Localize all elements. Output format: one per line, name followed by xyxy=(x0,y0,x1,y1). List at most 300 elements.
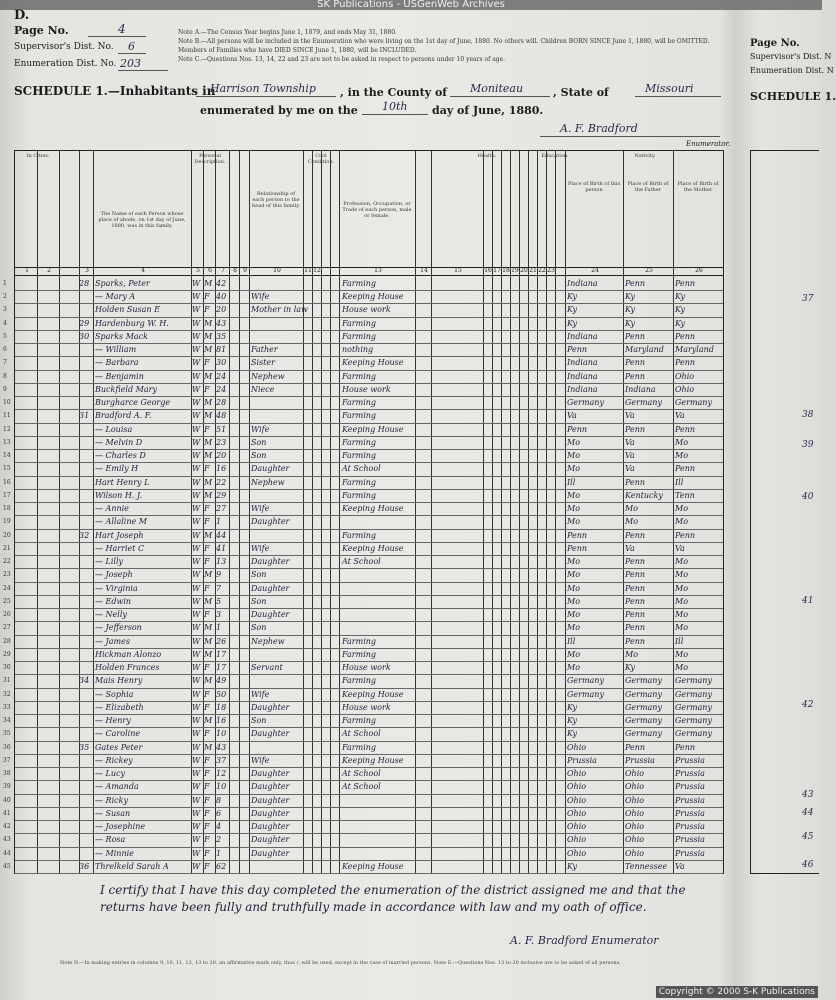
dwelling-number xyxy=(79,809,93,820)
mother-birthplace-cell: Penn xyxy=(675,331,696,341)
dwelling-number xyxy=(79,637,93,648)
dwelling-number xyxy=(79,716,93,727)
occupation-cell: At School xyxy=(342,729,381,739)
mother-birthplace-cell: Mo xyxy=(675,570,689,580)
column-number: 16 xyxy=(484,267,492,274)
mother-birthplace-cell: Ill xyxy=(675,477,684,487)
column-number: 17 xyxy=(493,267,501,274)
mother-birthplace-cell: Germany xyxy=(675,729,712,739)
father-birthplace-cell: Penn xyxy=(625,358,646,368)
header-in-cities: In Cities. xyxy=(26,153,50,159)
relationship-cell: Servant xyxy=(251,663,283,673)
relationship-cell: Wife xyxy=(251,424,270,434)
color-cell: W xyxy=(192,477,201,487)
sex-cell: M xyxy=(204,331,213,341)
relationship-cell: Son xyxy=(251,570,267,580)
sex-cell: F xyxy=(204,424,210,434)
sex-cell: F xyxy=(204,610,210,620)
birthplace-cell: Mo xyxy=(567,464,581,474)
rp-margin-number: 39 xyxy=(802,440,814,450)
dwelling-number xyxy=(79,703,93,714)
color-cell: W xyxy=(192,451,201,461)
birthplace-cell: Ky xyxy=(567,702,577,712)
mother-birthplace-cell: Germany xyxy=(675,716,712,726)
father-birthplace-cell: Germany xyxy=(625,689,662,699)
mother-birthplace-cell: Mo xyxy=(675,437,689,447)
relationship-cell: Wife xyxy=(251,504,270,514)
birthplace-cell: Mo xyxy=(567,649,581,659)
row-rule xyxy=(15,780,723,781)
father-birthplace-cell: Penn xyxy=(625,636,646,646)
copyright-notice: Copyright © 2000 S-K Publications xyxy=(656,986,818,998)
column-number: 20 xyxy=(520,267,528,274)
column-number: 19 xyxy=(511,267,519,274)
dwelling-number: 36 xyxy=(79,861,90,871)
rp-supervisor-label: Supervisor's Dist. N xyxy=(750,52,832,61)
person-name: Threlkeld Sarah A xyxy=(95,861,169,871)
age-cell: 9 xyxy=(216,570,222,580)
dwelling-number xyxy=(79,385,93,396)
column-number: 2 xyxy=(47,267,51,274)
mother-birthplace-cell: Mo xyxy=(675,596,689,606)
color-cell: W xyxy=(192,305,201,315)
relationship-cell: Father xyxy=(251,345,278,355)
occupation-cell xyxy=(342,610,414,621)
occupation-cell xyxy=(342,517,414,528)
occupation-cell xyxy=(342,849,414,860)
mother-birthplace-cell: Penn xyxy=(675,464,696,474)
color-cell: W xyxy=(192,636,201,646)
dwelling-number: 34 xyxy=(79,676,90,686)
row-rule xyxy=(15,794,723,795)
person-name: Holden Frances xyxy=(95,663,160,673)
person-name: — Joseph xyxy=(95,570,133,580)
row-number: 33 xyxy=(3,703,11,711)
row-number: 27 xyxy=(3,624,11,632)
occupation-cell: Farming xyxy=(342,411,377,421)
father-birthplace-cell: Ohio xyxy=(625,822,645,832)
father-birthplace-cell: Ohio xyxy=(625,769,645,779)
rp-margin-number: 44 xyxy=(802,808,814,818)
person-name: Wilson H. J. xyxy=(95,490,143,500)
age-cell: 44 xyxy=(216,530,227,540)
sex-cell: F xyxy=(204,702,210,712)
row-number: 41 xyxy=(3,809,11,817)
father-birthplace-cell: Mo xyxy=(625,517,639,527)
sex-cell: F xyxy=(204,782,210,792)
person-name: Buckfield Mary xyxy=(95,384,157,394)
birthplace-cell: Penn xyxy=(567,543,588,553)
mother-birthplace-cell: Va xyxy=(675,543,685,553)
birthplace-cell: Penn xyxy=(567,530,588,540)
color-cell: W xyxy=(192,371,201,381)
relationship-cell: Wife xyxy=(251,689,270,699)
dwelling-number xyxy=(79,372,93,383)
birthplace-cell: Ohio xyxy=(567,782,587,792)
sex-cell: M xyxy=(204,318,213,328)
row-number: 14 xyxy=(3,452,11,460)
row-number: 44 xyxy=(3,849,11,857)
age-cell: 1 xyxy=(216,623,222,633)
sex-cell: F xyxy=(204,557,210,567)
color-cell: W xyxy=(192,398,201,408)
father-birthplace-cell: Ohio xyxy=(625,782,645,792)
father-birthplace-cell: Ohio xyxy=(625,848,645,858)
column-number: 24 xyxy=(591,267,599,274)
state-label: , State of xyxy=(553,86,609,99)
father-birthplace-cell: Penn xyxy=(625,583,646,593)
row-number: 15 xyxy=(3,465,11,473)
occupation-cell: Keeping House xyxy=(342,689,404,699)
father-birthplace-cell: Penn xyxy=(625,596,646,606)
person-name: — Allaline M xyxy=(95,517,147,527)
person-name: — Benjamin xyxy=(95,371,144,381)
row-number: 2 xyxy=(3,293,7,301)
mother-birthplace-cell: Mo xyxy=(675,583,689,593)
age-cell: 4 xyxy=(216,822,222,832)
person-name: — Josephine xyxy=(95,822,146,832)
person-name: — Barbara xyxy=(95,358,139,368)
mother-birthplace-cell: Prussia xyxy=(675,755,705,765)
relationship-cell: Son xyxy=(251,596,267,606)
row-rule xyxy=(15,727,723,728)
row-rule xyxy=(15,396,723,397)
supervisor-value: 6 xyxy=(128,40,135,53)
father-birthplace-cell: Prussia xyxy=(625,755,655,765)
row-number: 5 xyxy=(3,332,7,340)
birthplace-cell: Mo xyxy=(567,517,581,527)
sex-cell: F xyxy=(204,464,210,474)
birthplace-cell: Mo xyxy=(567,596,581,606)
color-cell: W xyxy=(192,318,201,328)
dwelling-number: 32 xyxy=(79,530,90,540)
dwelling-number xyxy=(79,663,93,674)
day-value: 10th xyxy=(382,100,408,113)
relationship-cell xyxy=(251,650,303,661)
birthplace-cell: Indiana xyxy=(567,279,598,288)
row-number: 12 xyxy=(3,425,11,433)
person-name: — Ricky xyxy=(95,795,128,805)
dwelling-number xyxy=(79,517,93,528)
mother-birthplace-cell: Maryland xyxy=(675,345,714,355)
row-number: 22 xyxy=(3,558,11,566)
occupation-cell: House work xyxy=(342,702,391,712)
enumerated-label: enumerated by me on the xyxy=(200,104,358,117)
column-number: 12 xyxy=(313,267,321,274)
mother-birthplace-cell: Mo xyxy=(675,557,689,567)
certification-text: I certify that I have this day completed the enumeration of the district assigned me and that the returns have been fully and truthfully made in accordance with law and my oath of office. xyxy=(100,883,686,914)
mother-birthplace-cell: Mo xyxy=(675,623,689,633)
rp-page-label: Page No. xyxy=(750,38,800,49)
occupation-cell: At School xyxy=(342,557,381,567)
dwelling-number xyxy=(79,292,93,303)
person-name: — Harriet C xyxy=(95,543,145,553)
person-name: — Sophia xyxy=(95,689,134,699)
dwelling-number xyxy=(79,623,93,634)
age-cell: 35 xyxy=(216,331,227,341)
dwelling-number xyxy=(79,584,93,595)
color-cell: W xyxy=(192,358,201,368)
dwelling-number xyxy=(79,398,93,409)
dwelling-number xyxy=(79,451,93,462)
color-cell: W xyxy=(192,464,201,474)
county-label: , in the County of xyxy=(340,86,448,99)
relationship-cell: Daughter xyxy=(251,795,290,805)
relationship-cell: Daughter xyxy=(251,769,290,779)
relationship-cell: Son xyxy=(251,437,267,447)
row-rule xyxy=(15,754,723,755)
row-rule xyxy=(15,555,723,556)
father-birthplace-cell: Germany xyxy=(625,676,662,686)
column-number: 18 xyxy=(502,267,510,274)
relationship-cell: Wife xyxy=(251,543,270,553)
relationship-cell: Nephew xyxy=(251,477,285,487)
sex-cell: M xyxy=(204,530,213,540)
relationship-cell: Nephew xyxy=(251,371,285,381)
occupation-cell: Farming xyxy=(342,636,377,646)
sex-cell: F xyxy=(204,583,210,593)
row-rule xyxy=(15,542,723,543)
color-cell: W xyxy=(192,530,201,540)
age-cell: 42 xyxy=(216,279,227,288)
mother-birthplace-cell: Mo xyxy=(675,663,689,673)
rp-margin-number: 45 xyxy=(802,832,814,842)
sex-cell: M xyxy=(204,345,213,355)
mother-birthplace-cell: Mo xyxy=(675,649,689,659)
age-cell: 51 xyxy=(216,424,227,434)
occupation-cell: Farming xyxy=(342,716,377,726)
dwelling-number xyxy=(79,358,93,369)
row-rule xyxy=(15,330,723,331)
birthplace-cell: Mo xyxy=(567,490,581,500)
occupation-cell: nothing xyxy=(342,345,374,355)
relationship-cell: Daughter xyxy=(251,557,290,567)
person-name: Hart Joseph xyxy=(95,530,144,540)
rp-margin-number: 37 xyxy=(802,294,814,304)
father-birthplace-cell: Indiana xyxy=(625,384,656,394)
age-cell: 24 xyxy=(216,384,227,394)
occupation-cell: Keeping House xyxy=(342,424,404,434)
note-a: Note A.—The Census Year begins June 1, 1879, and ends May 31, 1880. xyxy=(178,29,397,36)
sex-cell: M xyxy=(204,676,213,686)
father-birthplace-cell: Va xyxy=(625,437,635,447)
occupation-cell: Farming xyxy=(342,676,377,686)
father-birthplace-cell: Penn xyxy=(625,610,646,620)
relationship-cell: Daughter xyxy=(251,729,290,739)
row-number: 19 xyxy=(3,518,11,526)
mother-birthplace-cell: Ky xyxy=(675,305,685,315)
occupation-cell: Farming xyxy=(342,437,377,447)
rp-enumeration-label: Enumeration Dist. N xyxy=(750,66,834,75)
row-number: 26 xyxy=(3,611,11,619)
person-name: — Rickey xyxy=(95,755,133,765)
relationship-cell xyxy=(251,862,303,873)
row-rule xyxy=(15,635,723,636)
row-rule xyxy=(15,290,723,291)
father-birthplace-cell: Ohio xyxy=(625,795,645,805)
row-rule xyxy=(15,860,723,861)
row-number: 35 xyxy=(3,730,11,738)
row-number: 32 xyxy=(3,690,11,698)
relationship-cell xyxy=(251,491,303,502)
row-number: 40 xyxy=(3,796,11,804)
header-name: The Name of each Person whose place of abode, on 1st day of June, 1880, was in this family. xyxy=(98,211,186,229)
dwelling-number: 31 xyxy=(79,411,90,421)
person-name: Mais Henry xyxy=(95,676,143,686)
row-rule xyxy=(15,436,723,437)
relationship-cell: Sister xyxy=(251,358,275,368)
county-value: Moniteau xyxy=(470,82,524,95)
row-number: 21 xyxy=(3,544,11,552)
dwelling-number xyxy=(79,849,93,860)
header-place-mother: Place of Birth of the Mother xyxy=(677,181,719,193)
row-number: 11 xyxy=(3,412,11,420)
row-number: 13 xyxy=(3,438,11,446)
enumeration-label: Enumeration Dist. No. xyxy=(14,59,117,69)
relationship-cell xyxy=(251,743,303,754)
column-number: 15 xyxy=(454,267,462,274)
father-birthplace-cell: Kentucky xyxy=(625,490,663,500)
occupation-cell xyxy=(342,796,414,807)
sex-cell: M xyxy=(204,570,213,580)
column-number: 11 xyxy=(304,267,312,274)
father-birthplace-cell: Penn xyxy=(625,623,646,633)
row-number: 36 xyxy=(3,743,11,751)
age-cell: 48 xyxy=(216,411,227,421)
age-cell: 40 xyxy=(216,292,227,302)
row-rule xyxy=(15,820,723,821)
occupation-cell xyxy=(342,623,414,634)
color-cell: W xyxy=(192,279,201,288)
row-rule xyxy=(15,423,723,424)
column-number: 14 xyxy=(420,267,428,274)
person-name: Holden Susan E xyxy=(95,305,160,315)
relationship-cell: Daughter xyxy=(251,583,290,593)
township-value: Harrison Township xyxy=(210,82,316,95)
mother-birthplace-cell: Penn xyxy=(675,358,696,368)
dwelling-number xyxy=(79,438,93,449)
dwelling-number xyxy=(79,345,93,356)
father-birthplace-cell: Mo xyxy=(625,504,639,514)
dwelling-number xyxy=(79,690,93,701)
birthplace-cell: Ill xyxy=(567,477,576,487)
row-number: 4 xyxy=(3,319,7,327)
row-rule xyxy=(15,343,723,344)
relationship-cell xyxy=(251,319,303,330)
dwelling-number xyxy=(79,491,93,502)
row-rule xyxy=(15,741,723,742)
father-birthplace-cell: Penn xyxy=(625,570,646,580)
dwelling-number xyxy=(79,729,93,740)
row-number: 29 xyxy=(3,650,11,658)
column-number: 4 xyxy=(141,267,145,274)
note-b: Note B.—All persons will be included in the Enumeration who were living on the 1st day of June, 1880. No others will. Children BORN SINCE June 1, 1880, will be OMITTED. Members of Families who have DIED SINCE June 1, 1880, will be INCLUDED. xyxy=(178,38,710,54)
color-cell: W xyxy=(192,331,201,341)
sex-cell: M xyxy=(204,477,213,487)
sex-cell: F xyxy=(204,835,210,845)
row-rule xyxy=(15,476,723,477)
birthplace-cell: Ohio xyxy=(567,822,587,832)
birthplace-cell: Ohio xyxy=(567,835,587,845)
mother-birthplace-cell: Tenn xyxy=(675,490,695,500)
relationship-cell: Daughter xyxy=(251,464,290,474)
person-name: — Lucy xyxy=(95,769,126,779)
person-name: — James xyxy=(95,636,130,646)
color-cell: W xyxy=(192,729,201,739)
row-rule xyxy=(15,582,723,583)
birthplace-cell: Ky xyxy=(567,292,577,302)
birthplace-cell: Ky xyxy=(567,716,577,726)
mother-birthplace-cell: Penn xyxy=(675,530,696,540)
row-number: 10 xyxy=(3,399,11,407)
sex-cell: M xyxy=(204,451,213,461)
occupation-cell: At School xyxy=(342,464,381,474)
row-rule xyxy=(15,317,723,318)
age-cell: 49 xyxy=(216,676,227,686)
age-cell: 43 xyxy=(216,742,227,752)
dwelling-number xyxy=(79,478,93,489)
birthplace-cell: Prussia xyxy=(567,755,597,765)
mother-birthplace-cell: Va xyxy=(675,861,685,871)
page-number-value: 4 xyxy=(118,22,126,36)
birthplace-cell: Mo xyxy=(567,623,581,633)
row-rule xyxy=(15,608,723,609)
color-cell: W xyxy=(192,848,201,858)
age-cell: 30 xyxy=(216,358,227,368)
note-c: Note C.—Questions Nos. 13, 14, 22 and 23 are not to be asked in respect to persons under 10 years of age. xyxy=(178,56,506,63)
dwelling-number xyxy=(79,305,93,316)
occupation-cell: Farming xyxy=(342,477,377,487)
rp-schedule-title: SCHEDULE 1. xyxy=(750,90,836,103)
census-grid xyxy=(3,150,724,874)
row-rule xyxy=(15,661,723,662)
sex-cell: F xyxy=(204,808,210,818)
occupation-cell: At School xyxy=(342,782,381,792)
birthplace-cell: Ky xyxy=(567,729,577,739)
age-cell: 17 xyxy=(216,663,227,673)
mother-birthplace-cell: Ohio xyxy=(675,384,695,394)
row-number: 42 xyxy=(3,823,11,831)
father-birthplace-cell: Va xyxy=(625,411,635,421)
age-cell: 1 xyxy=(216,848,222,858)
sex-cell: M xyxy=(204,649,213,659)
relationship-cell: Daughter xyxy=(251,610,290,620)
age-cell: 17 xyxy=(216,649,227,659)
mother-birthplace-cell: Germany xyxy=(675,398,712,408)
color-cell: W xyxy=(192,517,201,527)
sex-cell: F xyxy=(204,292,210,302)
row-number: 6 xyxy=(3,346,7,354)
person-name: — Minnie xyxy=(95,848,134,858)
age-cell: 24 xyxy=(216,371,227,381)
relationship-cell: Son xyxy=(251,623,267,633)
row-rule xyxy=(15,502,723,503)
rp-margin-number: 46 xyxy=(802,860,814,870)
birthplace-cell: Mo xyxy=(567,663,581,673)
sex-cell: F xyxy=(204,504,210,514)
birthplace-cell: Germany xyxy=(567,398,604,408)
dwelling-number xyxy=(79,557,93,568)
color-cell: W xyxy=(192,782,201,792)
header-occupation: Profession, Occupation, or Trade of each person, male or female. xyxy=(342,201,412,219)
row-number: 9 xyxy=(3,385,7,393)
state-value: Missouri xyxy=(645,82,694,95)
enumerator-label: Enumerator. xyxy=(686,140,731,148)
header-civil: Civil Condition. xyxy=(307,153,335,165)
age-cell: 27 xyxy=(216,504,227,514)
father-birthplace-cell: Maryland xyxy=(625,345,664,355)
age-cell: 50 xyxy=(216,689,227,699)
